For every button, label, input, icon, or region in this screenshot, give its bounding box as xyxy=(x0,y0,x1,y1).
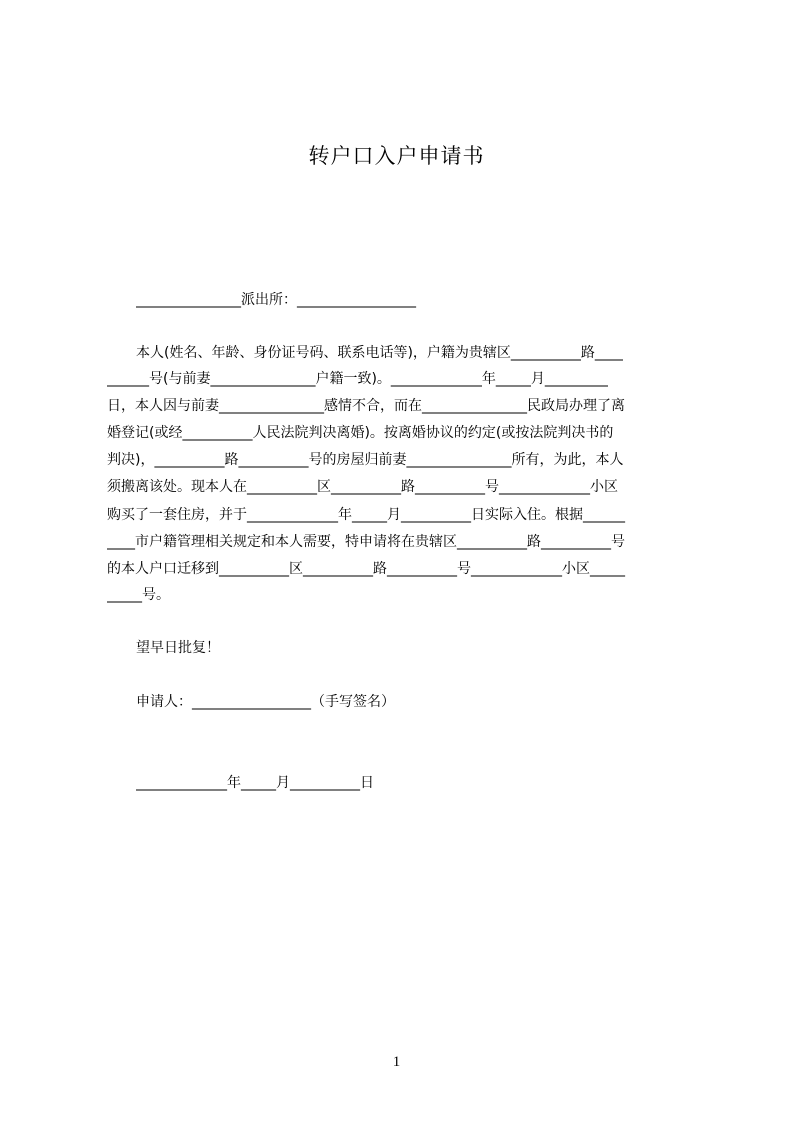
applicant-signature-line: 申请人：_________________（手写签名） xyxy=(136,694,395,710)
body-line: 判决)，__________路__________号的房屋归前妻_______________所有，为此，本人 xyxy=(107,452,624,468)
document-title: 转户口入户申请书 xyxy=(308,144,485,168)
page-number: 1 xyxy=(392,1054,401,1070)
body-line: 本人(姓名、年龄、身份证号码、联系电话等)，户籍为贵辖区__________路____ xyxy=(136,345,623,361)
body-line: 婚登记(或经__________人民法院判决离婚)。按离婚协议的约定(或按法院判决书的 xyxy=(107,425,614,441)
closing-line: 望早日批复！ xyxy=(136,640,220,656)
body-line: _____号。 xyxy=(107,587,170,603)
body-line: ____市户籍管理相关规定和本人需要，特申请将在贵辖区__________路__________号 xyxy=(107,534,625,550)
date-line: _____________年_____月__________日 xyxy=(136,775,374,791)
body-line: 购买了一套住房，并于_____________年_____月__________日实际入住。根据______ xyxy=(107,507,625,523)
body-line: ______号(与前妻_______________户籍一致)。_____________年_____月_________ xyxy=(107,371,608,387)
body-line: 日，本人因与前妻_______________感情不合，而在_______________民政局办理了离 xyxy=(107,398,625,414)
addressee-line: _______________派出所：_________________ xyxy=(136,292,416,308)
body-line: 须搬离该处。现本人在__________区__________路__________号_____________小区 xyxy=(107,479,618,495)
body-line: 的本人户口迁移到__________区__________路__________号_____________小区_____ xyxy=(107,561,625,577)
